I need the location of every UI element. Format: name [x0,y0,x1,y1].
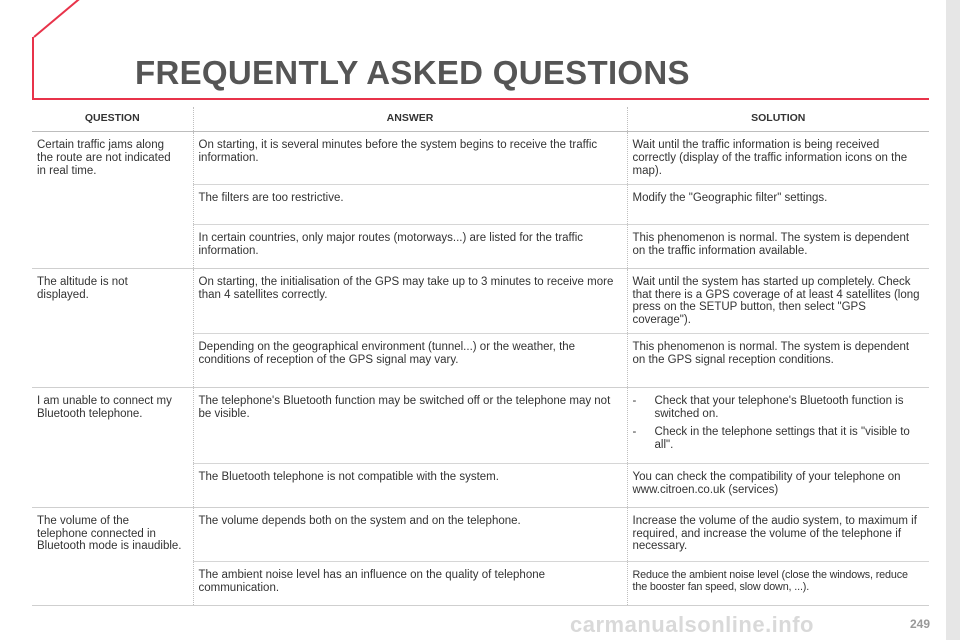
solution-cell: Modify the "Geographic filter" settings. [627,184,929,224]
solution-cell: Reduce the ambient noise level (close the windows, reduce the booster fan speed, slow down, ...). [627,561,929,605]
answer-cell: The volume depends both on the system and on the telephone. [193,507,627,561]
table-row [32,388,929,464]
solution-cell: This phenomenon is normal. The system is dependent on the GPS signal reception conditions. [627,334,929,388]
answer-cell: Depending on the geographical environment (tunnel...) or the weather, the conditions of reception of the GPS signal may vary. [193,334,627,388]
title-corner-accent [33,0,100,38]
header-answer: ANSWER [193,107,627,132]
bullet-dash: - [632,425,637,438]
bullet-text: Check in the telephone settings that it is "visible to all". [654,425,910,451]
table-header-row [32,107,929,132]
table-row [32,507,929,561]
title-frame-left [32,37,34,99]
header-question: QUESTION [32,107,193,132]
solution-cell: Wait until the traffic information is being received correctly (display of the traffic information icons on the map). [627,132,929,185]
question-cell: The volume of the telephone connected in Bluetooth mode is inaudible. [32,507,193,605]
table-row [32,132,929,185]
answer-cell: The filters are too restrictive. [193,184,627,224]
question-cell: The altitude is not displayed. [32,268,193,388]
page-number: 249 [909,617,930,631]
solution-bullet [633,426,924,452]
solution-cell: You can check the compatibility of your telephone on www.citroen.co.uk (services) [627,463,929,507]
solution-bullet [633,395,924,421]
header-solution: SOLUTION [627,107,929,132]
table-row [32,268,929,334]
solution-cell [627,388,929,464]
title-underline [32,98,929,100]
question-cell: I am unable to connect my Bluetooth telephone. [32,388,193,508]
solution-cell: This phenomenon is normal. The system is dependent on the traffic information available. [627,224,929,268]
question-cell: Certain traffic jams along the route are not indicated in real time. [32,132,193,269]
watermark: carmanualsonline.info [570,612,814,637]
answer-cell: The ambient noise level has an influence on the quality of telephone communication. [193,561,627,605]
faq-table [32,107,929,606]
page-title: FREQUENTLY ASKED QUESTIONS [135,54,690,91]
bullet-dash: - [632,395,637,408]
solution-cell: Increase the volume of the audio system, to maximum if required, and increase the volume of the telephone if necessary. [627,507,929,561]
answer-cell: In certain countries, only major routes (motorways...) are listed for the traffic information. [193,224,627,268]
answer-cell: On starting, it is several minutes before the system begins to receive the traffic information. [193,132,627,185]
page-edge-band [946,0,960,640]
solution-cell: Wait until the system has started up completely. Check that there is a GPS coverage of at least 4 satellites (long press on the SETUP button, then select "GPS coverage"). [627,268,929,334]
answer-cell: The telephone's Bluetooth function may be switched off or the telephone may not be visible. [193,388,627,464]
answer-cell: On starting, the initialisation of the GPS may take up to 3 minutes to receive more than 4 satellites correctly. [193,268,627,334]
answer-cell: The Bluetooth telephone is not compatible with the system. [193,463,627,507]
bullet-text: Check that your telephone's Bluetooth function is switched on. [654,395,904,420]
